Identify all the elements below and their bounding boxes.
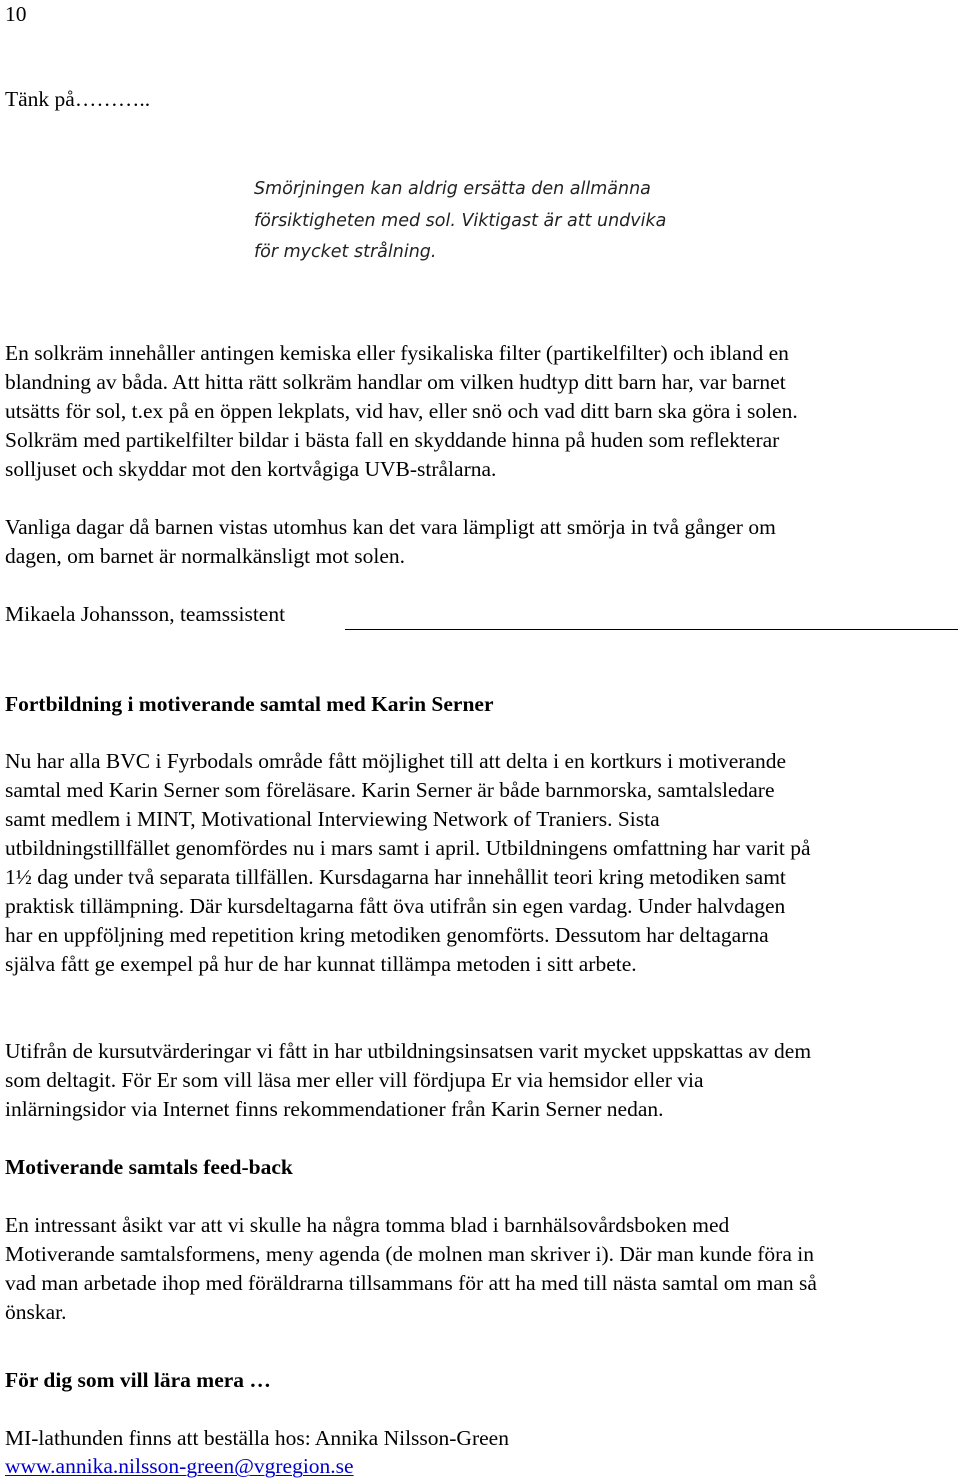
paragraph-line: En solkräm innehåller antingen kemiska eller fysikaliska filter (partikelfilter) och ibland en bbox=[5, 341, 789, 365]
order-text: MI-lathunden finns att beställa hos: Annika Nilsson-Green bbox=[5, 1426, 509, 1450]
paragraph-line: samtal med Karin Serner som föreläsare. Karin Serner är både barnmorska, samtalsledare bbox=[5, 778, 775, 802]
paragraph-line: samt medlem i MINT, Motivational Interviewing Network of Traniers. Sista bbox=[5, 807, 660, 831]
paragraph-line: Nu har alla BVC i Fyrbodals område fått möjlighet till att delta i en kortkurs i motiverande bbox=[5, 749, 786, 773]
paragraph-line: vad man arbetade ihop med föräldrarna tillsammans för att ha med till nästa samtal om man så bbox=[5, 1271, 817, 1295]
sun-quote bbox=[254, 174, 666, 269]
paragraph-line: dagen, om barnet är normalkänsligt mot solen. bbox=[5, 544, 406, 568]
paragraph-line: Solkräm med partikelfilter bildar i bästa fall en skyddande hinna på huden som reflekterar bbox=[5, 428, 780, 452]
paragraph-line: har en uppföljning med repetition kring metodiken genomförts. Dessutom har deltagarna bbox=[5, 923, 769, 947]
paragraph-line: själva fått ge exempel på hur de har kunnat tillämpa metoden i sitt arbete. bbox=[5, 952, 637, 976]
paragraph-line: önskar. bbox=[5, 1300, 67, 1324]
sunscreen-author: Mikaela Johansson, teamssistent bbox=[5, 602, 286, 626]
feedback-heading: Motiverande samtals feed-back bbox=[5, 1155, 293, 1179]
think-heading: Tänk på……….. bbox=[5, 87, 151, 111]
paragraph-line: En intressant åsikt var att vi skulle ha några tomma blad i barnhälsovårdsboken med bbox=[5, 1213, 730, 1237]
email-line bbox=[5, 1452, 354, 1481]
training-paragraph-2 bbox=[5, 1037, 960, 1124]
email-link[interactable]: www.annika.nilsson-green@vgregion.se bbox=[5, 1454, 354, 1478]
paragraph-line: blandning av båda. Att hitta rätt solkräm handlar om vilken hudtyp ditt barn har, var barnet bbox=[5, 370, 786, 394]
paragraph-line: utsätts för sol, t.ex på en öppen lekplats, vid hav, eller snö och vad ditt barn ska göra i solen. bbox=[5, 399, 798, 423]
paragraph-line: solljuset och skyddar mot den kortvågiga UVB-strålarna. bbox=[5, 457, 497, 481]
training-paragraph-1 bbox=[5, 747, 960, 979]
paragraph-line: som deltagit. För Er som vill läsa mer eller vill fördjupa Er via hemsidor eller via bbox=[5, 1068, 704, 1092]
paragraph-line: praktisk tillämpning. Där kursdeltagarna fått öva utifrån sin egen vardag. Under halvdagen bbox=[5, 894, 786, 918]
sunscreen-paragraph-1 bbox=[5, 339, 960, 484]
paragraph-line: Utifrån de kursutvärderingar vi fått in har utbildningsinsatsen varit mycket uppskattas av dem bbox=[5, 1039, 812, 1063]
sunscreen-paragraph-2 bbox=[5, 513, 960, 571]
paragraph-line: 1½ dag under två separata tillfällen. Kursdagarna har innehållit teori kring metodiken samt bbox=[5, 865, 786, 889]
quote-line: Smörjningen kan aldrig ersätta den allmänna bbox=[254, 179, 651, 199]
learn-more-heading: För dig som vill lära mera … bbox=[5, 1368, 271, 1392]
paragraph-line: inlärningsidor via Internet finns rekommendationer från Karin Serner nedan. bbox=[5, 1097, 664, 1121]
quote-line: för mycket strålning. bbox=[254, 242, 437, 262]
page-number: 10 bbox=[5, 2, 27, 26]
quote-line: försiktigheten med sol. Viktigast är att undvika bbox=[254, 210, 667, 231]
training-heading: Fortbildning i motiverande samtal med Karin Serner bbox=[5, 692, 494, 716]
section-divider bbox=[345, 629, 958, 630]
paragraph-line: Vanliga dagar då barnen vistas utomhus kan det vara lämpligt att smörja in två gånger om bbox=[5, 515, 776, 539]
feedback-paragraph bbox=[5, 1211, 960, 1327]
paragraph-line: utbildningstillfället genomfördes nu i mars samt i april. Utbildningens omfattning har varit på bbox=[5, 836, 811, 860]
paragraph-line: Motiverande samtalsformens, meny agenda (de molnen man skriver i). Där man kunde föra in bbox=[5, 1242, 814, 1266]
